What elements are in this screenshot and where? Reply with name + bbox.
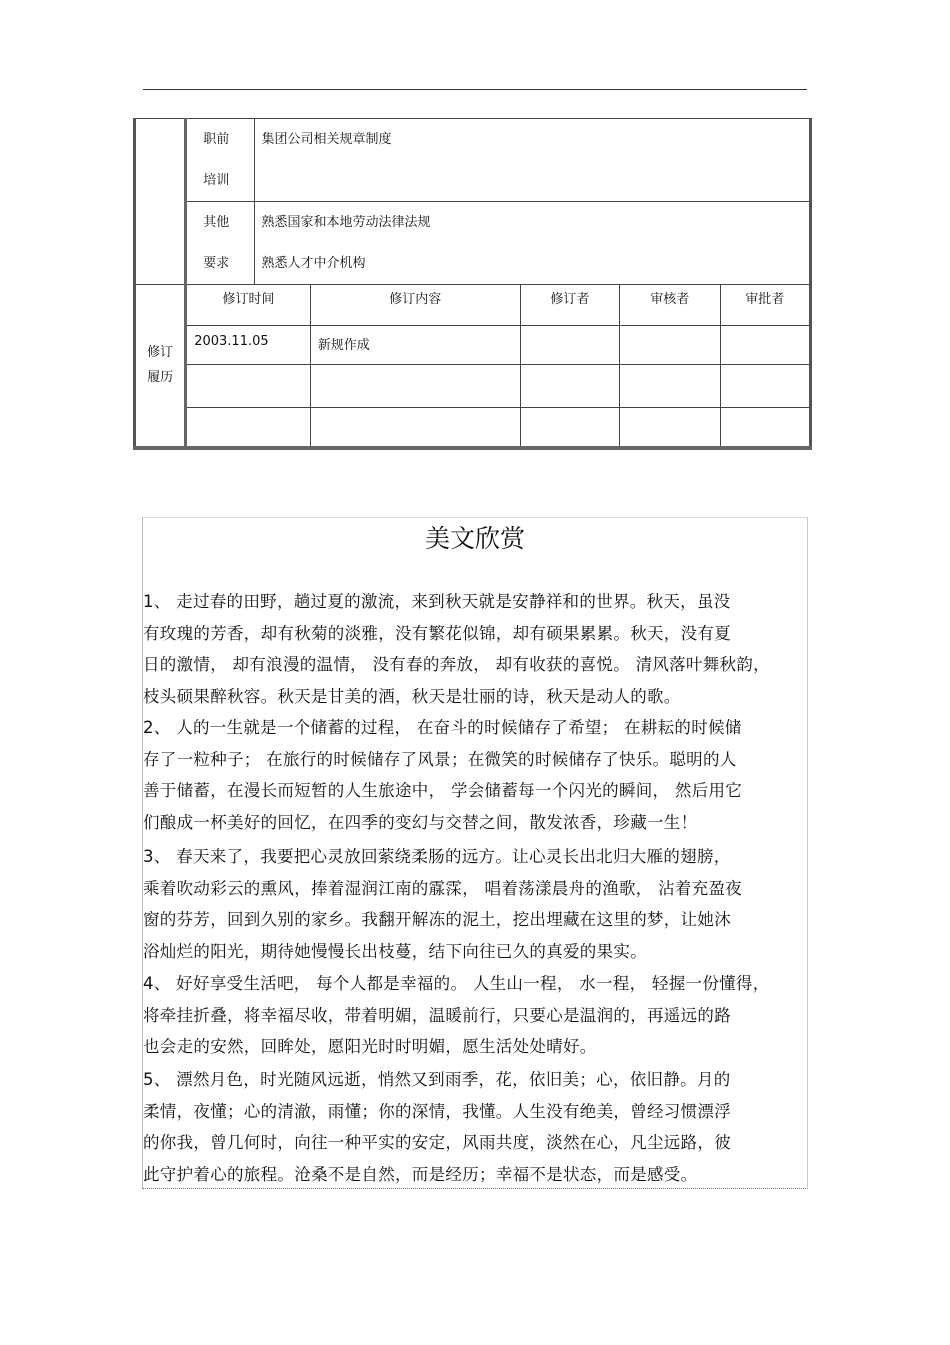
pre-training-value: 集团公司相关规章制度 bbox=[254, 119, 810, 202]
pre-training-row bbox=[135, 119, 811, 202]
approver-cell bbox=[720, 408, 810, 448]
revision-content-cell bbox=[310, 365, 520, 408]
header-reviser: 修订者 bbox=[520, 285, 619, 326]
approver-cell bbox=[720, 365, 810, 408]
other-requirements-value: 熟悉国家和本地劳动法律法规 熟悉人才中介机构 bbox=[254, 202, 810, 285]
side-blank-cell bbox=[135, 119, 186, 285]
revision-header-row bbox=[135, 285, 811, 326]
header-approver: 审批者 bbox=[720, 285, 810, 326]
revision-content-cell: 新规作成 bbox=[310, 326, 520, 365]
revision-row bbox=[135, 326, 811, 365]
pre-training-label: 职前 培训 bbox=[186, 119, 254, 202]
reviser-cell bbox=[520, 365, 619, 408]
reviser-cell bbox=[520, 326, 619, 365]
essay-section bbox=[142, 517, 808, 1189]
header-revision-content: 修订内容 bbox=[310, 285, 520, 326]
revision-history-label: 修订 履历 bbox=[135, 285, 186, 448]
reviser-cell bbox=[520, 408, 619, 448]
other-requirements-label: 其他 要求 bbox=[186, 202, 254, 285]
essay-paragraph-2: 2、 人的一生就是一个储蓄的过程， 在奋斗的时候储存了希望； 在耕耘的时候储 存了一粒种子； 在旅行的时候储存了风景；在微笑的时候储存了快乐。聪明的人 善于储蓄，在漫长而短暂的人生旅途中， 学会储蓄每一个闪光的瞬间， 然后用它 们酿成一杯美好的回忆，在四季的变幻与交替之间，散发浓香，珍藏一生！ bbox=[143, 718, 743, 832]
header-revision-date: 修订时间 bbox=[186, 285, 311, 326]
essay-paragraph-3: 3、 春天来了，我要把心灵放回萦绕柔肠的远方。让心灵长出北归大雁的翅膀， 乘着吹动彩云的熏风，捧着湿润江南的霡霂， 唱着荡漾晨舟的渔歌， 沾着充盈夜 窗的芬芳，回到久别的家乡。我翻开解冻的泥土，挖出埋藏在这里的梦，让她沐 浴灿烂的阳光，期待她慢慢长出枝蔓，结下向往已久的真爱的果实。 bbox=[143, 847, 743, 961]
revision-date-cell bbox=[186, 408, 311, 448]
job-description-table bbox=[133, 118, 812, 450]
header-reviewer: 审核者 bbox=[620, 285, 720, 326]
essay-paragraph-5: 5、 漂然月色，时光随风远逝，悄然又到雨季，花，依旧美；心，依旧静。月的 柔情，夜懂；心的清澈，雨懂；你的深情，我懂。人生没有绝美，曾经习惯漂浮 的你我，曾几何时，向往一种平实的安定，风雨共度，淡然在心，凡尘远路，彼 此守护着心的旅程。沧桑不是自然，而是经历；幸福不是状态，而是感受。 bbox=[143, 1070, 731, 1184]
essay-title: 美文欣赏 bbox=[424, 524, 525, 553]
revision-row bbox=[135, 408, 811, 448]
essay-paragraph-1: 1、 走过春的田野，趟过夏的激流，来到秋天就是安静祥和的世界。秋天，虽没 有玫瑰的芳香，却有秋菊的淡雅，没有繁花似锦，却有硕果累累。秋天，没有夏 日的激情， 却有浪漫的温情， 没有春的奔放， 却有收获的喜悦。 清风落叶舞秋韵， 枝头硕果醉秋容。秋天是甘美的酒，秋天是壮丽的诗，秋天是动人的歌。 bbox=[143, 592, 770, 706]
essay-paragraph-4: 4、 好好享受生活吧， 每个人都是幸福的。 人生山一程， 水一程， 轻握一份懂得， 将牵挂折叠，将幸福尽收，带着明媚，温暖前行，只要心是温润的，再遥远的路 也会走的安然，回眸处，愿阳光时时明媚，愿生活处处晴好。 bbox=[143, 974, 770, 1056]
approver-cell bbox=[720, 326, 810, 365]
header-rule bbox=[143, 89, 807, 90]
revision-content-cell bbox=[310, 408, 520, 448]
revision-date-cell bbox=[186, 365, 311, 408]
revision-row bbox=[135, 365, 811, 408]
other-requirements-row bbox=[135, 202, 811, 285]
reviewer-cell bbox=[620, 408, 720, 448]
revision-date-cell: 2003.11.05 bbox=[186, 326, 311, 365]
reviewer-cell bbox=[620, 326, 720, 365]
reviewer-cell bbox=[620, 365, 720, 408]
